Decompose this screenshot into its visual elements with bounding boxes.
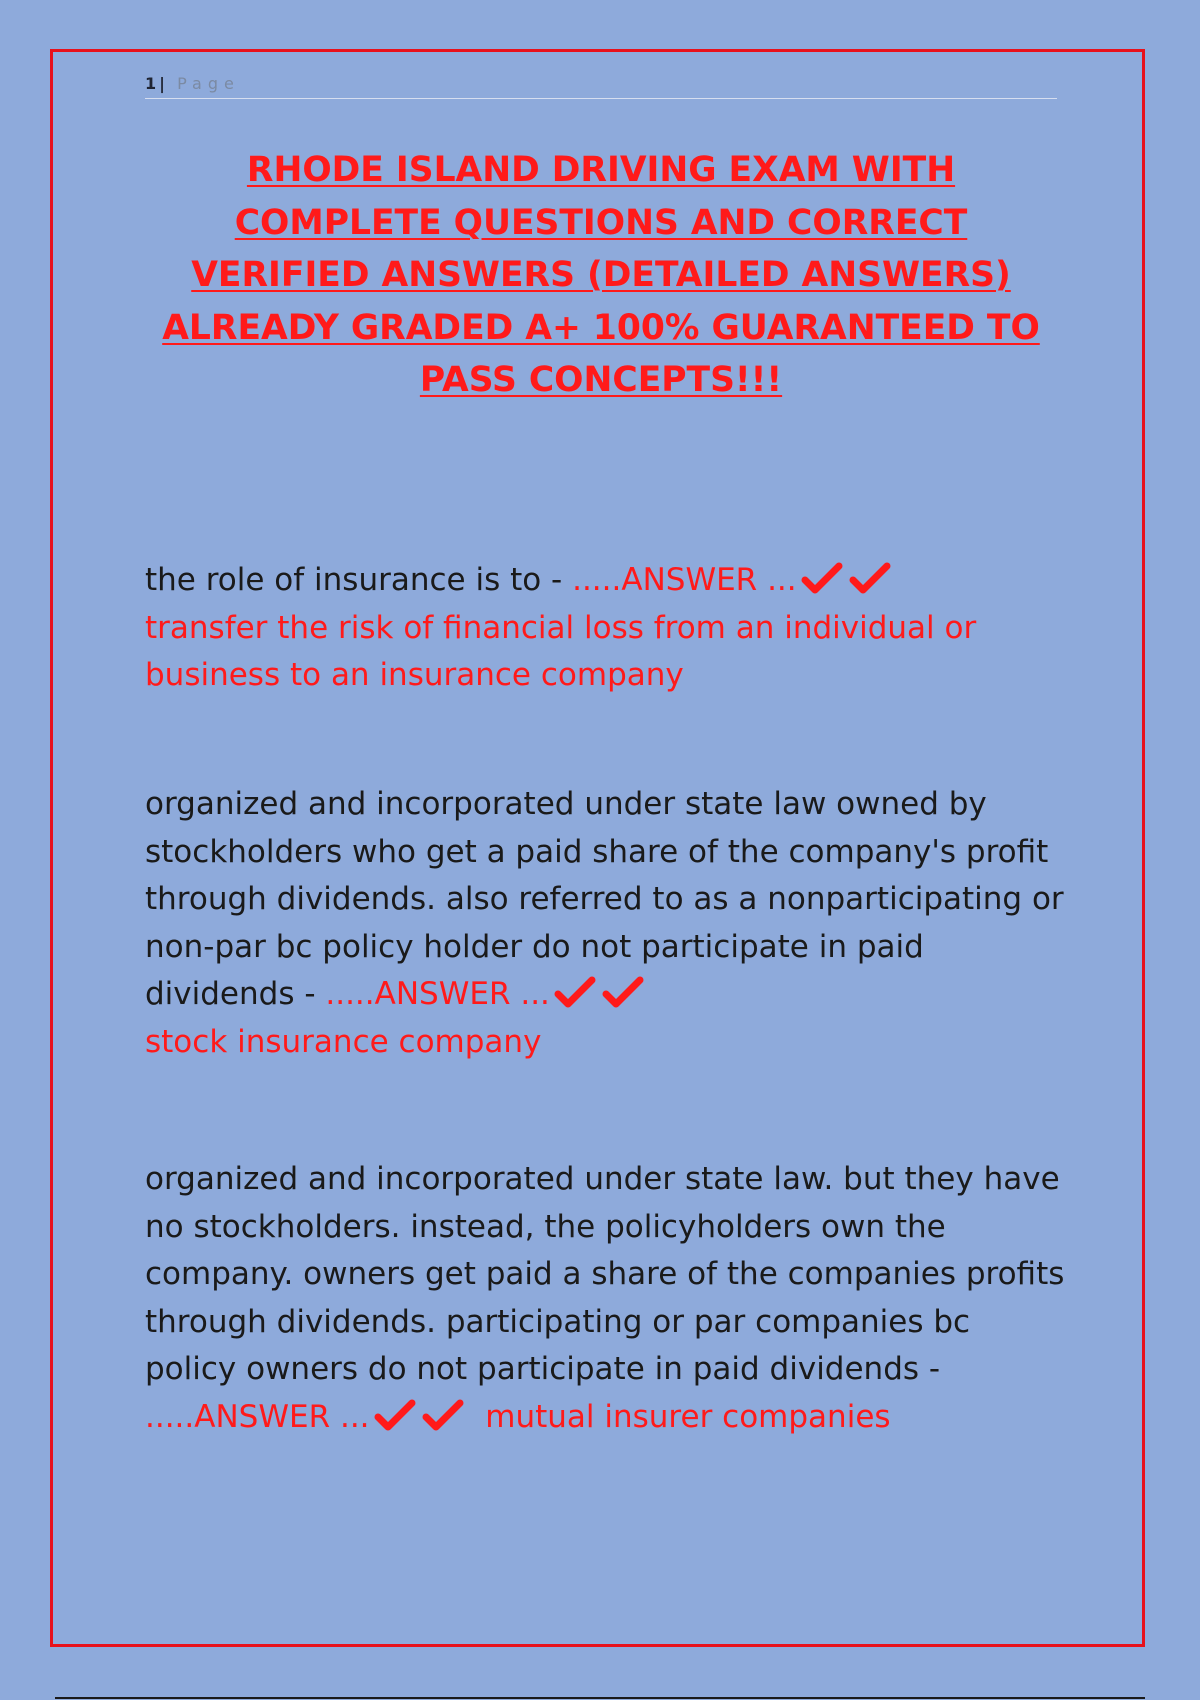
check-mark-icon	[374, 1399, 418, 1433]
answer-text: stock insurance company	[145, 1023, 542, 1060]
answer-text: mutual insurer companies	[485, 1398, 891, 1435]
qa-item	[145, 781, 1065, 1066]
answer-marker: .....ANSWER ...	[572, 562, 797, 598]
answer-text: transfer the risk of financial loss from an individual or business to an insurance company	[145, 609, 977, 693]
page-separator: |	[159, 74, 168, 93]
answer-marker: .....ANSWER ...	[325, 976, 550, 1012]
answer-marker: .....ANSWER ...	[145, 1398, 370, 1435]
question-text: organized and incorporated under state law. but they have no stockholders. instead, the policyholders own the company. owners get paid a share of the companies profits through dividends. participating or par companies bc policy owners do not participate in paid dividends -	[145, 1161, 1065, 1387]
bottom-rule	[55, 1697, 1145, 1699]
page-header	[145, 70, 1057, 99]
page-label: Page	[177, 74, 240, 93]
check-mark-icon	[422, 1399, 466, 1433]
document-title: RHODE ISLAND DRIVING EXAM WITH COMPLETE QUESTIONS AND CORRECT VERIFIED ANSWERS (DETAILED ANSWERS) ALREADY GRADED A+ 100% GUARANTEED TO PASS CONCEPTS!!!	[162, 150, 1040, 400]
check-mark-icon	[602, 976, 646, 1010]
question-text: the role of insurance is to -	[145, 562, 573, 598]
question-text: organized and incorporated under state law owned by stockholders who get a paid share of the company's profit through dividends. also referred to as a nonparticipating or non-par bc policy holder do not participate in paid dividends -	[145, 786, 1064, 1012]
qa-item	[145, 557, 1065, 700]
check-mark-icon	[554, 976, 598, 1010]
check-mark-icon	[849, 562, 893, 596]
page-number: 1	[145, 74, 160, 93]
check-mark-icon	[801, 562, 845, 596]
qa-item	[145, 1156, 1065, 1441]
